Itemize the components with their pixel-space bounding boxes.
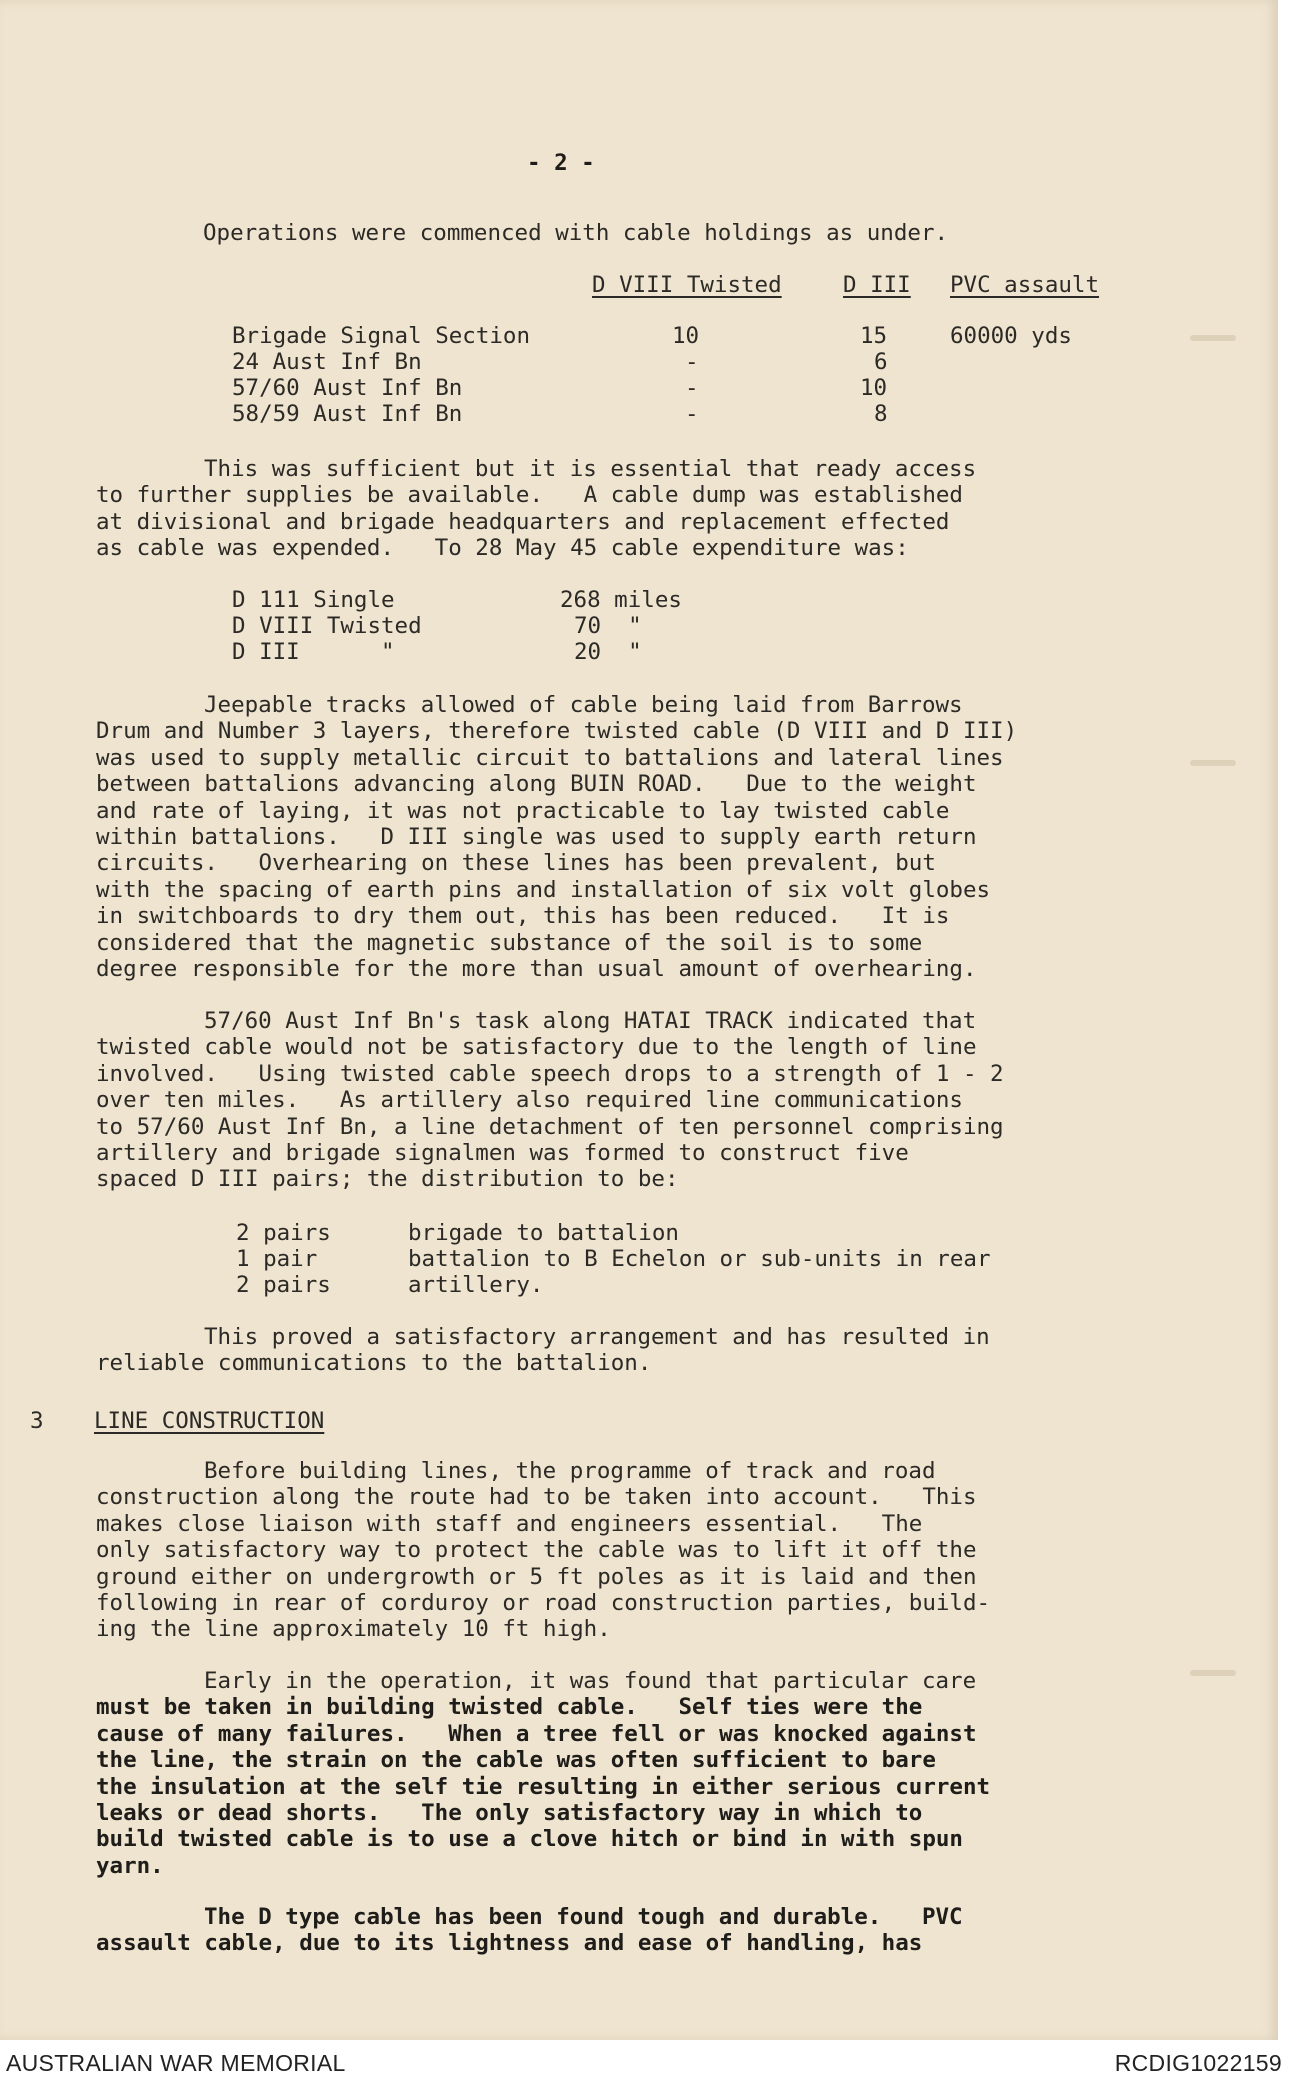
footer-archive-name: AUSTRALIAN WAR MEMORIAL xyxy=(6,2050,346,2076)
text-line: makes close liaison with staff and engineers essential. The xyxy=(96,1510,923,1537)
holdings-unit: 58/59 Aust Inf Bn xyxy=(232,401,463,427)
page-number: - 2 - xyxy=(527,150,595,176)
text-line: yarn. xyxy=(96,1852,164,1879)
paragraph-d-type-cable xyxy=(96,1904,1146,1957)
holdings-d8: - xyxy=(685,375,699,401)
section-number: 3 xyxy=(30,1408,44,1434)
page-edge xyxy=(1278,0,1296,2040)
distribution-pairs: 1 pair xyxy=(236,1246,318,1272)
text-line: with the spacing of earth pins and installation of six volt globes xyxy=(96,876,991,903)
paragraph-supplies xyxy=(96,456,1146,562)
text-line: twisted cable would not be satisfactory due to the length of line xyxy=(96,1034,977,1061)
holdings-header-d3: D III xyxy=(843,272,911,298)
holdings-d8: - xyxy=(685,349,699,375)
section-title: LINE CONSTRUCTION xyxy=(94,1408,325,1434)
holdings-header-d8: D VIII Twisted xyxy=(592,272,782,298)
holdings-d8: 10 xyxy=(672,323,700,349)
expenditure-type: D VIII Twisted xyxy=(232,613,422,639)
expenditure-qty: 70 " xyxy=(574,613,642,639)
text-line: following in rear of corduroy or road construction parties, build- xyxy=(96,1590,991,1617)
text-line: as cable was expended. To 28 May 45 cable expenditure was: xyxy=(96,535,909,562)
paragraph-before-building xyxy=(96,1458,1146,1643)
text-line: between battalions advancing along BUIN ROAD. Due to the weight xyxy=(96,771,977,798)
holdings-d8: - xyxy=(685,401,699,427)
holdings-unit: 24 Aust Inf Bn xyxy=(232,349,422,375)
distribution-route: brigade to battalion xyxy=(408,1220,679,1246)
text-line: reliable communications to the battalion. xyxy=(96,1350,652,1377)
text-line: the line, the strain on the cable was often sufficient to bare xyxy=(96,1747,936,1774)
text-line: to further supplies be available. A cable dump was established xyxy=(96,482,963,509)
text-line: Jeepable tracks allowed of cable being laid from Barrows xyxy=(204,692,963,718)
text-line: artillery and brigade signalmen was formed to construct five xyxy=(96,1140,909,1167)
text-line: This proved a satisfactory arrangement and has resulted in xyxy=(204,1324,990,1350)
distribution-route: artillery. xyxy=(408,1272,544,1298)
text-line: considered that the magnetic substance of the soil is to some xyxy=(96,929,923,956)
text-line: ing the line approximately 10 ft high. xyxy=(96,1616,611,1643)
distribution-pairs: 2 pairs xyxy=(236,1272,331,1298)
punch-hole-mark xyxy=(1190,335,1236,341)
holdings-unit: Brigade Signal Section xyxy=(232,323,531,349)
text-line: in switchboards to dry them out, this has been reduced. It is xyxy=(96,903,950,930)
text-line: over ten miles. As artillery also required line communications xyxy=(96,1087,963,1114)
text-line: and rate of laying, it was not practicable to lay twisted cable xyxy=(96,797,950,824)
text-line: the insulation at the self tie resulting in either serious current xyxy=(96,1773,991,1800)
footer-record-id: RCDIG1022159 xyxy=(1114,2050,1282,2076)
text-line: construction along the route had to be taken into account. This xyxy=(96,1484,977,1511)
paragraph-arrangement xyxy=(96,1324,1146,1377)
text-line: spaced D III pairs; the distribution to be: xyxy=(96,1166,679,1193)
text-line: cause of many failures. When a tree fell or was knocked against xyxy=(96,1720,977,1747)
expenditure-type: D 111 Single xyxy=(232,587,395,613)
text-line: Drum and Number 3 layers, therefore twisted cable (D VIII and D III) xyxy=(96,718,1018,745)
punch-hole-mark xyxy=(1190,760,1236,766)
distribution-pairs: 2 pairs xyxy=(236,1220,331,1246)
holdings-pvc: 60000 yds xyxy=(950,323,1072,349)
text-line: The D type cable has been found tough and durable. PVC xyxy=(204,1904,963,1930)
expenditure-qty: 268 miles xyxy=(560,587,682,613)
text-line: assault cable, due to its lightness and ease of handling, has xyxy=(96,1930,923,1957)
expenditure-qty: 20 " xyxy=(574,639,642,665)
text-line: Early in the operation, it was found that particular care xyxy=(204,1668,977,1694)
text-line: This was sufficient but it is essential that ready access xyxy=(204,456,977,482)
text-line: at divisional and brigade headquarters and replacement effected xyxy=(96,508,950,535)
text-line: ground either on undergrowth or 5 ft poles as it is laid and then xyxy=(96,1563,977,1590)
holdings-d3: 10 xyxy=(860,375,888,401)
text-line: Before building lines, the programme of track and road xyxy=(204,1458,936,1484)
text-line: degree responsible for the more than usual amount of overhearing. xyxy=(96,956,977,983)
punch-hole-mark xyxy=(1190,1670,1236,1676)
text-line: build twisted cable is to use a clove hitch or bind in with spun xyxy=(96,1826,963,1853)
text-line: involved. Using twisted cable speech drops to a strength of 1 - 2 xyxy=(96,1060,1004,1087)
text-line: must be taken in building twisted cable. Self ties were the xyxy=(96,1694,923,1721)
text-line: circuits. Overhearing on these lines has been prevalent, but xyxy=(96,850,936,877)
text-line: only satisfactory way to protect the cable was to lift it off the xyxy=(96,1537,977,1564)
text-line: leaks or dead shorts. The only satisfactory way in which to xyxy=(96,1800,923,1827)
text-line: 57/60 Aust Inf Bn's task along HATAI TRACK indicated that xyxy=(204,1008,977,1034)
text-line: to 57/60 Aust Inf Bn, a line detachment of ten personnel comprising xyxy=(96,1113,1004,1140)
paragraph-hatai-track xyxy=(96,1008,1146,1193)
holdings-d3: 6 xyxy=(874,349,888,375)
expenditure-type: D III " xyxy=(232,639,395,665)
distribution-route: battalion to B Echelon or sub-units in rear xyxy=(408,1246,991,1272)
paragraph-twisted-cable xyxy=(96,1668,1146,1879)
holdings-header-pvc: PVC assault xyxy=(950,272,1100,298)
text-line: was used to supply metallic circuit to battalions and lateral lines xyxy=(96,744,1004,771)
holdings-d3: 8 xyxy=(874,401,888,427)
intro-line: Operations were commenced with cable holdings as under. xyxy=(203,220,949,246)
holdings-d3: 15 xyxy=(860,323,888,349)
paragraph-jeepable-tracks xyxy=(96,692,1146,982)
text-line: within battalions. D III single was used to supply earth return xyxy=(96,824,977,851)
holdings-unit: 57/60 Aust Inf Bn xyxy=(232,375,463,401)
